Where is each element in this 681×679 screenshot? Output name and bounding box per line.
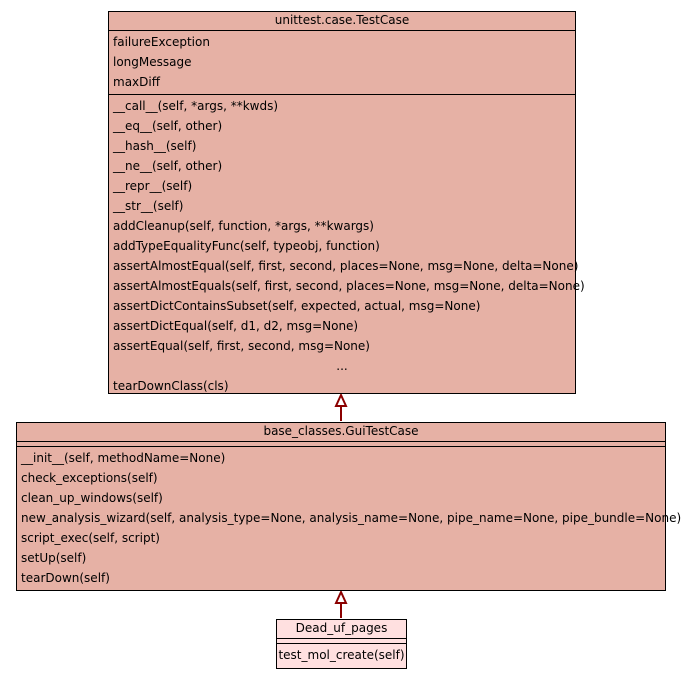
method: new_analysis_wizard(self, analysis_type=None, analysis_name=None, pipe_name=None, pipe_bundle=None) xyxy=(21,511,681,525)
method: __hash__(self) xyxy=(113,139,197,153)
class-title: Dead_uf_pages xyxy=(277,620,406,639)
method-section xyxy=(109,95,585,398)
method: __ne__(self, other) xyxy=(113,159,223,173)
method: script_exec(self, script) xyxy=(21,531,160,545)
method: assertAlmostEqual(self, first, second, places=None, msg=None, delta=None) xyxy=(113,259,579,273)
method: __init__(self, methodName=None) xyxy=(21,451,226,465)
class-deadufpages[interactable] xyxy=(276,619,407,669)
method: __call__(self, *args, **kwds) xyxy=(113,99,279,113)
method: __eq__(self, other) xyxy=(113,119,223,133)
method: test_mol_create(self) xyxy=(278,648,405,662)
method-ellipsis: ... xyxy=(336,359,348,373)
class-guitestcase[interactable] xyxy=(16,422,681,591)
attribute: longMessage xyxy=(113,55,192,69)
method: addTypeEqualityFunc(self, typeobj, function) xyxy=(113,239,380,253)
method-section xyxy=(17,447,681,590)
method: assertEqual(self, first, second, msg=None) xyxy=(113,339,370,353)
method: tearDown(self) xyxy=(21,571,110,585)
method: addCleanup(self, function, *args, **kwargs) xyxy=(113,219,374,233)
inheritance-arrowhead xyxy=(336,592,346,603)
method: clean_up_windows(self) xyxy=(21,491,163,505)
method: __str__(self) xyxy=(113,199,184,213)
attribute: maxDiff xyxy=(113,75,160,89)
method: check_exceptions(self) xyxy=(21,471,158,485)
attribute: failureException xyxy=(113,35,210,49)
method: assertDictContainsSubset(self, expected, actual, msg=None) xyxy=(113,299,481,313)
method: setUp(self) xyxy=(21,551,87,565)
attribute-section xyxy=(109,31,575,95)
method: assertDictEqual(self, d1, d2, msg=None) xyxy=(113,319,359,333)
method: __repr__(self) xyxy=(113,179,193,193)
class-testcase[interactable] xyxy=(108,11,585,394)
method: tearDownClass(cls) xyxy=(113,379,229,393)
method: assertAlmostEquals(self, first, second, places=None, msg=None, delta=None) xyxy=(113,279,585,293)
class-title: base_classes.GuiTestCase xyxy=(17,423,665,442)
method-section xyxy=(277,644,406,667)
class-title: unittest.case.TestCase xyxy=(109,12,575,31)
